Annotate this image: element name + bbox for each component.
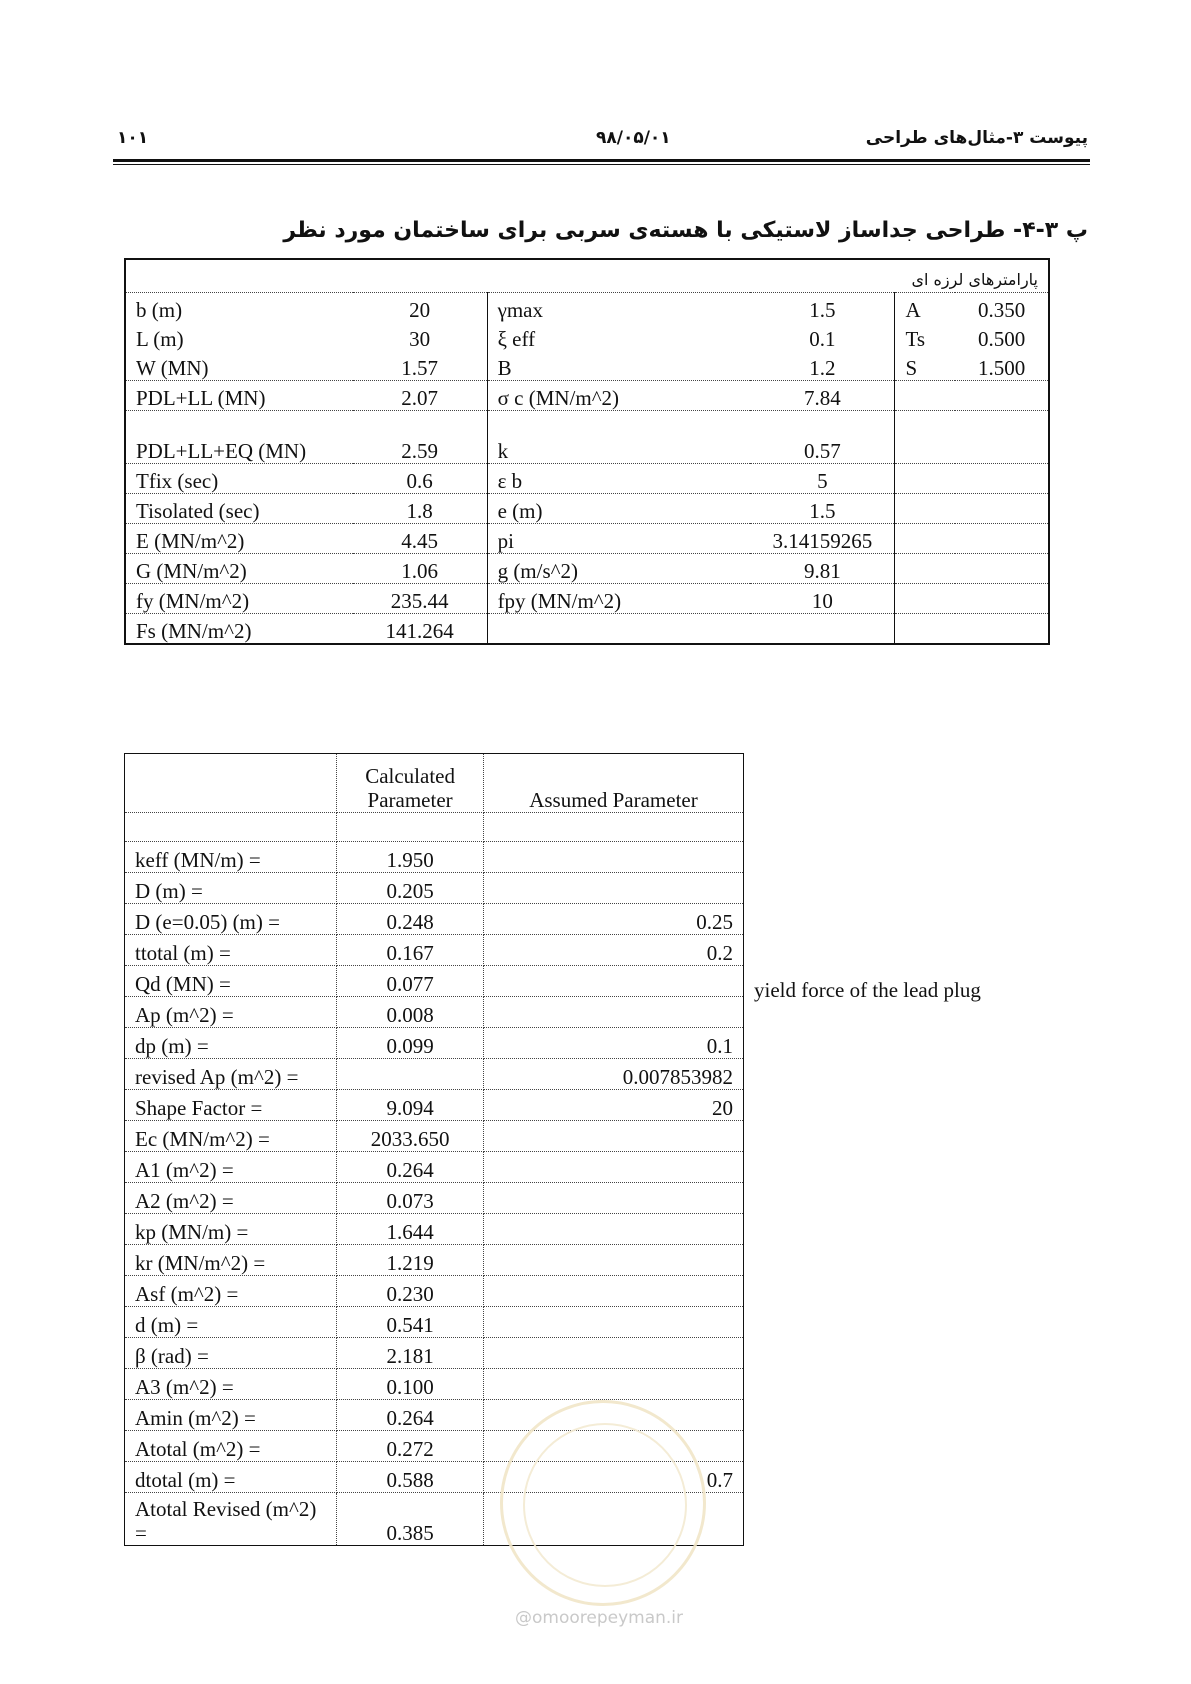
calc-cell-calc: 2033.650 (337, 1121, 484, 1152)
blank-cell (125, 813, 337, 842)
param-cell-l1: Tfix (sec) (125, 464, 353, 494)
calc-cell-calc: 0.541 (337, 1307, 484, 1338)
calc-cell-calc: 2.181 (337, 1338, 484, 1369)
calc-row (125, 1152, 744, 1183)
param-cell-v3: 0.350 (977, 298, 1026, 322)
calc-cell-assumed: 0.1 (483, 1028, 743, 1059)
param-cell-v3 (955, 614, 1049, 645)
param-cell-v3 (955, 584, 1049, 614)
calc-cell-calc: 1.219 (337, 1245, 484, 1276)
header-rule (113, 159, 1090, 162)
param-cell-l2: fpy (MN/m^2) (487, 584, 750, 614)
calc-cell-assumed: 0.7 (483, 1462, 743, 1493)
calc-cell-calc: 0.230 (337, 1276, 484, 1307)
calc-row (125, 1090, 744, 1121)
param-cell-l1: G (MN/m^2) (125, 554, 353, 584)
calc-cell-label: ttotal (m) = (125, 935, 337, 966)
calc-cell-assumed: 20 (483, 1090, 743, 1121)
param-row (125, 494, 1049, 524)
param-cell-v3 (955, 494, 1049, 524)
param-cell-l1: E (MN/m^2) (125, 524, 353, 554)
calc-cell-label: Shape Factor = (125, 1090, 337, 1121)
head-empty (125, 754, 337, 813)
calc-cell-label: dtotal (m) = (125, 1462, 337, 1493)
calc-cell-assumed (483, 1152, 743, 1183)
param-cell-l2: pi (487, 524, 750, 554)
watermark-site: @omoorepeyman.ir (515, 1608, 684, 1628)
param-cell-v1: 4.45 (353, 524, 487, 554)
calc-row (125, 904, 744, 935)
param-cell-v3 (955, 464, 1049, 494)
param-cell-l1: Tisolated (sec) (125, 494, 353, 524)
param-cell-v2: 10 (750, 584, 895, 614)
param-cell-v3 (955, 381, 1049, 411)
param-cell-l2: ε b (487, 464, 750, 494)
param-cell-l3 (895, 554, 955, 584)
param-row (125, 351, 1049, 381)
calc-cell-label: β (rad) = (125, 1338, 337, 1369)
param-cell-v3: 0.500 (977, 327, 1026, 351)
param-cell-v2: 5 (750, 464, 895, 494)
param-cell-l2: g (m/s^2) (487, 554, 750, 584)
param-row (125, 411, 1049, 464)
lead-plug-note: yield force of the lead plug (754, 978, 981, 1002)
calc-row (125, 1214, 744, 1245)
calc-cell-calc: 0.248 (337, 904, 484, 935)
calc-row (125, 1183, 744, 1214)
calc-row (125, 966, 744, 997)
param-cell-l2: B (487, 351, 750, 381)
param-cell-v1: 1.8 (353, 494, 487, 524)
calc-cell-calc: 0.272 (337, 1431, 484, 1462)
calc-cell-assumed (483, 966, 743, 997)
param-cell-l3 (895, 524, 955, 554)
calc-row (125, 1369, 744, 1400)
param-cell-l3 (895, 464, 955, 494)
calc-cell-assumed (483, 1369, 743, 1400)
param-cell-l1: L (m) (136, 327, 184, 351)
calc-row (125, 1245, 744, 1276)
param-cell-l3 (895, 584, 955, 614)
param-cell-v1: 30 (353, 322, 487, 351)
section-title: پ ۳-۴- طراحی جداساز لاستیکی با هسته‌ی سربی برای ساختمان مورد نظر (283, 218, 1088, 243)
calc-cell-label: Atotal Revised (m^2) = (125, 1493, 337, 1546)
calc-cell-label: D (m) = (125, 873, 337, 904)
calc-cell-label: revised Ap (m^2) = (125, 1059, 337, 1090)
calc-cell-assumed: 0.25 (483, 904, 743, 935)
param-cell-l1: PDL+LL (MN) (125, 381, 353, 411)
calc-cell-assumed (483, 842, 743, 873)
calc-cell-calc: 1.644 (337, 1214, 484, 1245)
calc-cell-label: dp (m) = (125, 1028, 337, 1059)
param-cell-l3 (895, 411, 955, 464)
calc-cell-assumed: 0.007853982 (483, 1059, 743, 1090)
calc-row (125, 997, 744, 1028)
param-cell-l2 (487, 614, 750, 645)
param-cell-v1: 0.6 (353, 464, 487, 494)
param-row (125, 322, 1049, 351)
param-cell-v2: 7.84 (750, 381, 895, 411)
param-cell-v3 (955, 554, 1049, 584)
param-row (125, 554, 1049, 584)
param-cell-l2: σ c (MN/m^2) (487, 381, 750, 411)
calc-cell-label: Atotal (m^2) = (125, 1431, 337, 1462)
param-cell-l2: ξ eff (497, 327, 536, 351)
param-row (125, 293, 1049, 323)
calc-cell-calc: 0.588 (337, 1462, 484, 1493)
calc-cell-label: A2 (m^2) = (125, 1183, 337, 1214)
watermark-ring (523, 1423, 687, 1587)
calc-cell-calc: 0.077 (337, 966, 484, 997)
calc-row (125, 935, 744, 966)
calc-cell-calc: 0.073 (337, 1183, 484, 1214)
calc-row (125, 1307, 744, 1338)
param-cell-v1: 1.06 (353, 554, 487, 584)
param-cell-l2: γmax (497, 298, 543, 322)
param-cell-l3 (895, 494, 955, 524)
calc-cell-assumed (483, 1338, 743, 1369)
param-cell-v2: 1.5 (750, 293, 895, 323)
param-cell-v1: 2.07 (353, 381, 487, 411)
param-row (125, 614, 1049, 645)
calc-cell-calc: 0.385 (337, 1493, 484, 1546)
param-cell-v1: 2.59 (353, 411, 487, 464)
calc-row (125, 1338, 744, 1369)
head-calculated: Calculated Parameter (337, 754, 484, 813)
param-cell-v1: 20 (353, 293, 487, 323)
param-cell-v2: 0.57 (750, 411, 895, 464)
param-cell-l2: e (m) (487, 494, 750, 524)
calc-row (125, 842, 744, 873)
page-number: ۱۰۱ (117, 128, 149, 148)
calc-cell-assumed (483, 1183, 743, 1214)
calc-cell-assumed (483, 1121, 743, 1152)
param-cell-l1: Fs (MN/m^2) (125, 614, 353, 645)
param-cell-l1: b (m) (136, 298, 183, 322)
calc-cell-calc: 0.100 (337, 1369, 484, 1400)
param-cell-v3 (955, 524, 1049, 554)
calc-cell-label: A1 (m^2) = (125, 1152, 337, 1183)
param-row (125, 584, 1049, 614)
param-cell-v3: 1.500 (955, 351, 1049, 381)
calc-cell-label: d (m) = (125, 1307, 337, 1338)
calc-row (125, 1276, 744, 1307)
calc-cell-label: Asf (m^2) = (125, 1276, 337, 1307)
head-assumed: Assumed Parameter (483, 754, 743, 813)
calc-cell-assumed (483, 1245, 743, 1276)
calc-row (125, 1059, 744, 1090)
blank-cell (337, 813, 484, 842)
calc-cell-assumed (483, 1307, 743, 1338)
param-cell-l3: S (895, 351, 955, 381)
calc-cell-calc: 1.950 (337, 842, 484, 873)
header-rule-thin (113, 164, 1090, 165)
param-cell-v2: 1.2 (750, 351, 895, 381)
param-cell-v2: 9.81 (750, 554, 895, 584)
param-cell-v2: 0.1 (750, 322, 895, 351)
seismic-parameters-table (124, 258, 1050, 645)
calc-cell-assumed (483, 1214, 743, 1245)
calc-cell-calc: 0.099 (337, 1028, 484, 1059)
param-cell-l3 (895, 381, 955, 411)
param-row (125, 524, 1049, 554)
param-row (125, 381, 1049, 411)
param-cell-v3 (955, 411, 1049, 464)
calc-cell-calc: 0.008 (337, 997, 484, 1028)
calc-cell-calc: 9.094 (337, 1090, 484, 1121)
blank-cell (483, 813, 743, 842)
chapter-title: پیوست ۳-مثال‌های طراحی (865, 128, 1088, 148)
param-cell-v1: 141.264 (353, 614, 487, 645)
calc-cell-label: Ec (MN/m^2) = (125, 1121, 337, 1152)
param-cell-l3: A (905, 298, 921, 322)
calc-cell-calc: 0.264 (337, 1400, 484, 1431)
calc-cell-label: A3 (m^2) = (125, 1369, 337, 1400)
param-cell-l3 (895, 614, 955, 645)
param-cell-l2: k (487, 411, 750, 464)
watermark-seal (500, 1400, 706, 1606)
calc-cell-assumed (483, 873, 743, 904)
calc-row (125, 1121, 744, 1152)
param-cell-v2: 3.14159265 (750, 524, 895, 554)
calc-row (125, 1028, 744, 1059)
calc-cell-assumed: 0.2 (483, 935, 743, 966)
calc-cell-calc (337, 1059, 484, 1090)
calc-cell-calc: 0.205 (337, 873, 484, 904)
calc-row (125, 873, 744, 904)
param-cell-l1: W (MN) (125, 351, 353, 381)
param-cell-l1: fy (MN/m^2) (125, 584, 353, 614)
param-cell-v2 (750, 614, 895, 645)
calc-cell-label: Qd (MN) = (125, 966, 337, 997)
calc-cell-calc: 0.167 (337, 935, 484, 966)
calc-cell-label: D (e=0.05) (m) = (125, 904, 337, 935)
calc-cell-label: kr (MN/m^2) = (125, 1245, 337, 1276)
param-cell-v1: 235.44 (353, 584, 487, 614)
calc-cell-label: keff (MN/m) = (125, 842, 337, 873)
param-row (125, 464, 1049, 494)
params-label: پارامترهای لرزه ای (125, 259, 1049, 293)
param-cell-l3: Ts (905, 327, 926, 351)
calc-cell-label: Ap (m^2) = (125, 997, 337, 1028)
header-date: ۹۸/۰۵/۰۱ (596, 128, 671, 148)
calc-cell-calc: 0.264 (337, 1152, 484, 1183)
param-cell-v2: 1.5 (750, 494, 895, 524)
param-cell-v1: 1.57 (353, 351, 487, 381)
calc-cell-label: Amin (m^2) = (125, 1400, 337, 1431)
calc-cell-label: kp (MN/m) = (125, 1214, 337, 1245)
calc-cell-assumed (483, 997, 743, 1028)
calc-cell-assumed (483, 1276, 743, 1307)
param-cell-l1: PDL+LL+EQ (MN) (125, 411, 353, 464)
